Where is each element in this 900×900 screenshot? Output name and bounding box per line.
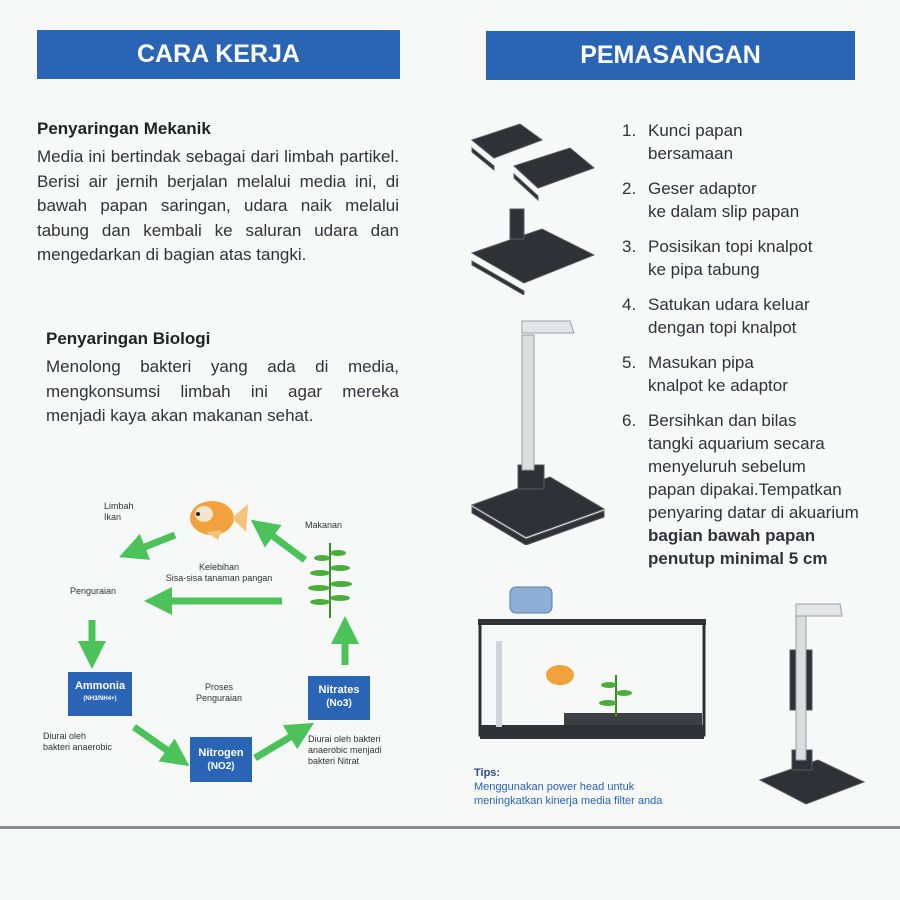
label-anaerobic: Diurai oleh bakteri anaerobic [43, 731, 113, 752]
filter-plates-image [470, 118, 610, 218]
filter-assembled-image [470, 315, 610, 545]
plant-image [305, 538, 355, 618]
arrow-plant-to-fish [262, 528, 305, 560]
step-number: 1. [622, 121, 637, 140]
nitrogen-label: Nitrogen [198, 747, 244, 759]
step-1 [622, 119, 894, 165]
step-6-text: Bersihkan dan bilas tangki aquarium secara menyeluruh sebelum papan dipakai.Tempatkan penyaring datar di akuarium [648, 411, 859, 522]
step-text: Satukan udara keluar dengan topi knalpot [648, 295, 810, 337]
label-penguraian: Penguraian [70, 586, 117, 596]
step-text: Masukan pipa knalpot ke adaptor [648, 353, 788, 395]
biological-filtration-title: Penyaringan Biologi [46, 329, 211, 348]
aquarium-image [474, 585, 714, 745]
ammonia-box [68, 672, 132, 716]
tips [474, 766, 662, 808]
nitrates-box [308, 676, 370, 720]
step-text: Posisikan topi knalpot ke pipa tabung [648, 237, 813, 279]
ammonia-formula: (NH3/NH4+) [83, 696, 117, 702]
label-proses-penguraian: Proses Penguraian [195, 682, 243, 703]
ammonia-label: Ammonia [74, 680, 126, 692]
mechanical-filtration-text: Media ini bertindak sebagai dari limbah partikel. Berisi air jernih berjalan melalui media ini, di bawah papan saringan, udara naik melalui tabung dan kembali ke saluran udara dan mengedarkan di bagian atas tangki. [37, 147, 399, 264]
step-number: 6. [622, 411, 637, 430]
cara-kerja-banner: CARA KERJA [37, 30, 400, 79]
label-anaerobic-nitrat: Diurai oleh bakteri anaerobic menjadi bakteri Nitrat [308, 734, 382, 766]
goldfish-image [182, 492, 252, 542]
arrow-nitrogen-to-nitrates [255, 730, 302, 758]
label-makanan: Makanan [305, 520, 343, 530]
step-4 [622, 293, 894, 339]
step-text [648, 409, 894, 570]
label-limbah-ikan: Limbah Ikan [104, 501, 134, 522]
step-number: 2. [622, 179, 637, 198]
pemasangan-banner: PEMASANGAN [486, 31, 855, 80]
nitrates-formula: (No3) [326, 698, 352, 709]
step-5 [622, 351, 894, 397]
nitrogen-formula: (NO2) [207, 761, 235, 772]
installation-steps [622, 119, 894, 582]
label-kelebihan: Kelebihan Sisa-sisa tanaman pangan [165, 562, 273, 583]
step-6 [622, 409, 894, 570]
step-6-bold-text: bagian bawah papan penutup minimal 5 cm [648, 526, 828, 568]
nitrogen-box [190, 737, 252, 782]
arrow-ammonia-to-nitrogen [134, 727, 178, 758]
mechanical-filtration-title: Penyaringan Mekanik [37, 119, 211, 138]
bottom-divider [0, 826, 900, 829]
step-number: 5. [622, 353, 637, 372]
nitrates-label: Nitrates [318, 684, 360, 696]
arrow-fish-to-limbah [132, 535, 175, 552]
step-text: Geser adaptor ke dalam slip papan [648, 179, 800, 221]
biological-filtration-text: Menolong bakteri yang ada di media, mengkonsumsi limbah ini agar mereka menjadi kaya akan makanan sehat. [46, 357, 399, 425]
cycle-arrows [50, 490, 470, 810]
powerhead-image [758, 600, 868, 810]
tips-title: Tips: [474, 767, 501, 779]
step-2 [622, 177, 894, 223]
step-number: 4. [622, 295, 637, 314]
step-3 [622, 235, 894, 281]
step-number: 3. [622, 237, 637, 256]
filter-adaptor-image [470, 205, 610, 295]
tips-text: Menggunakan power head untuk meningkatkan kinerja media filter anda [474, 781, 663, 807]
step-text: Kunci papan bersamaan [648, 121, 743, 163]
